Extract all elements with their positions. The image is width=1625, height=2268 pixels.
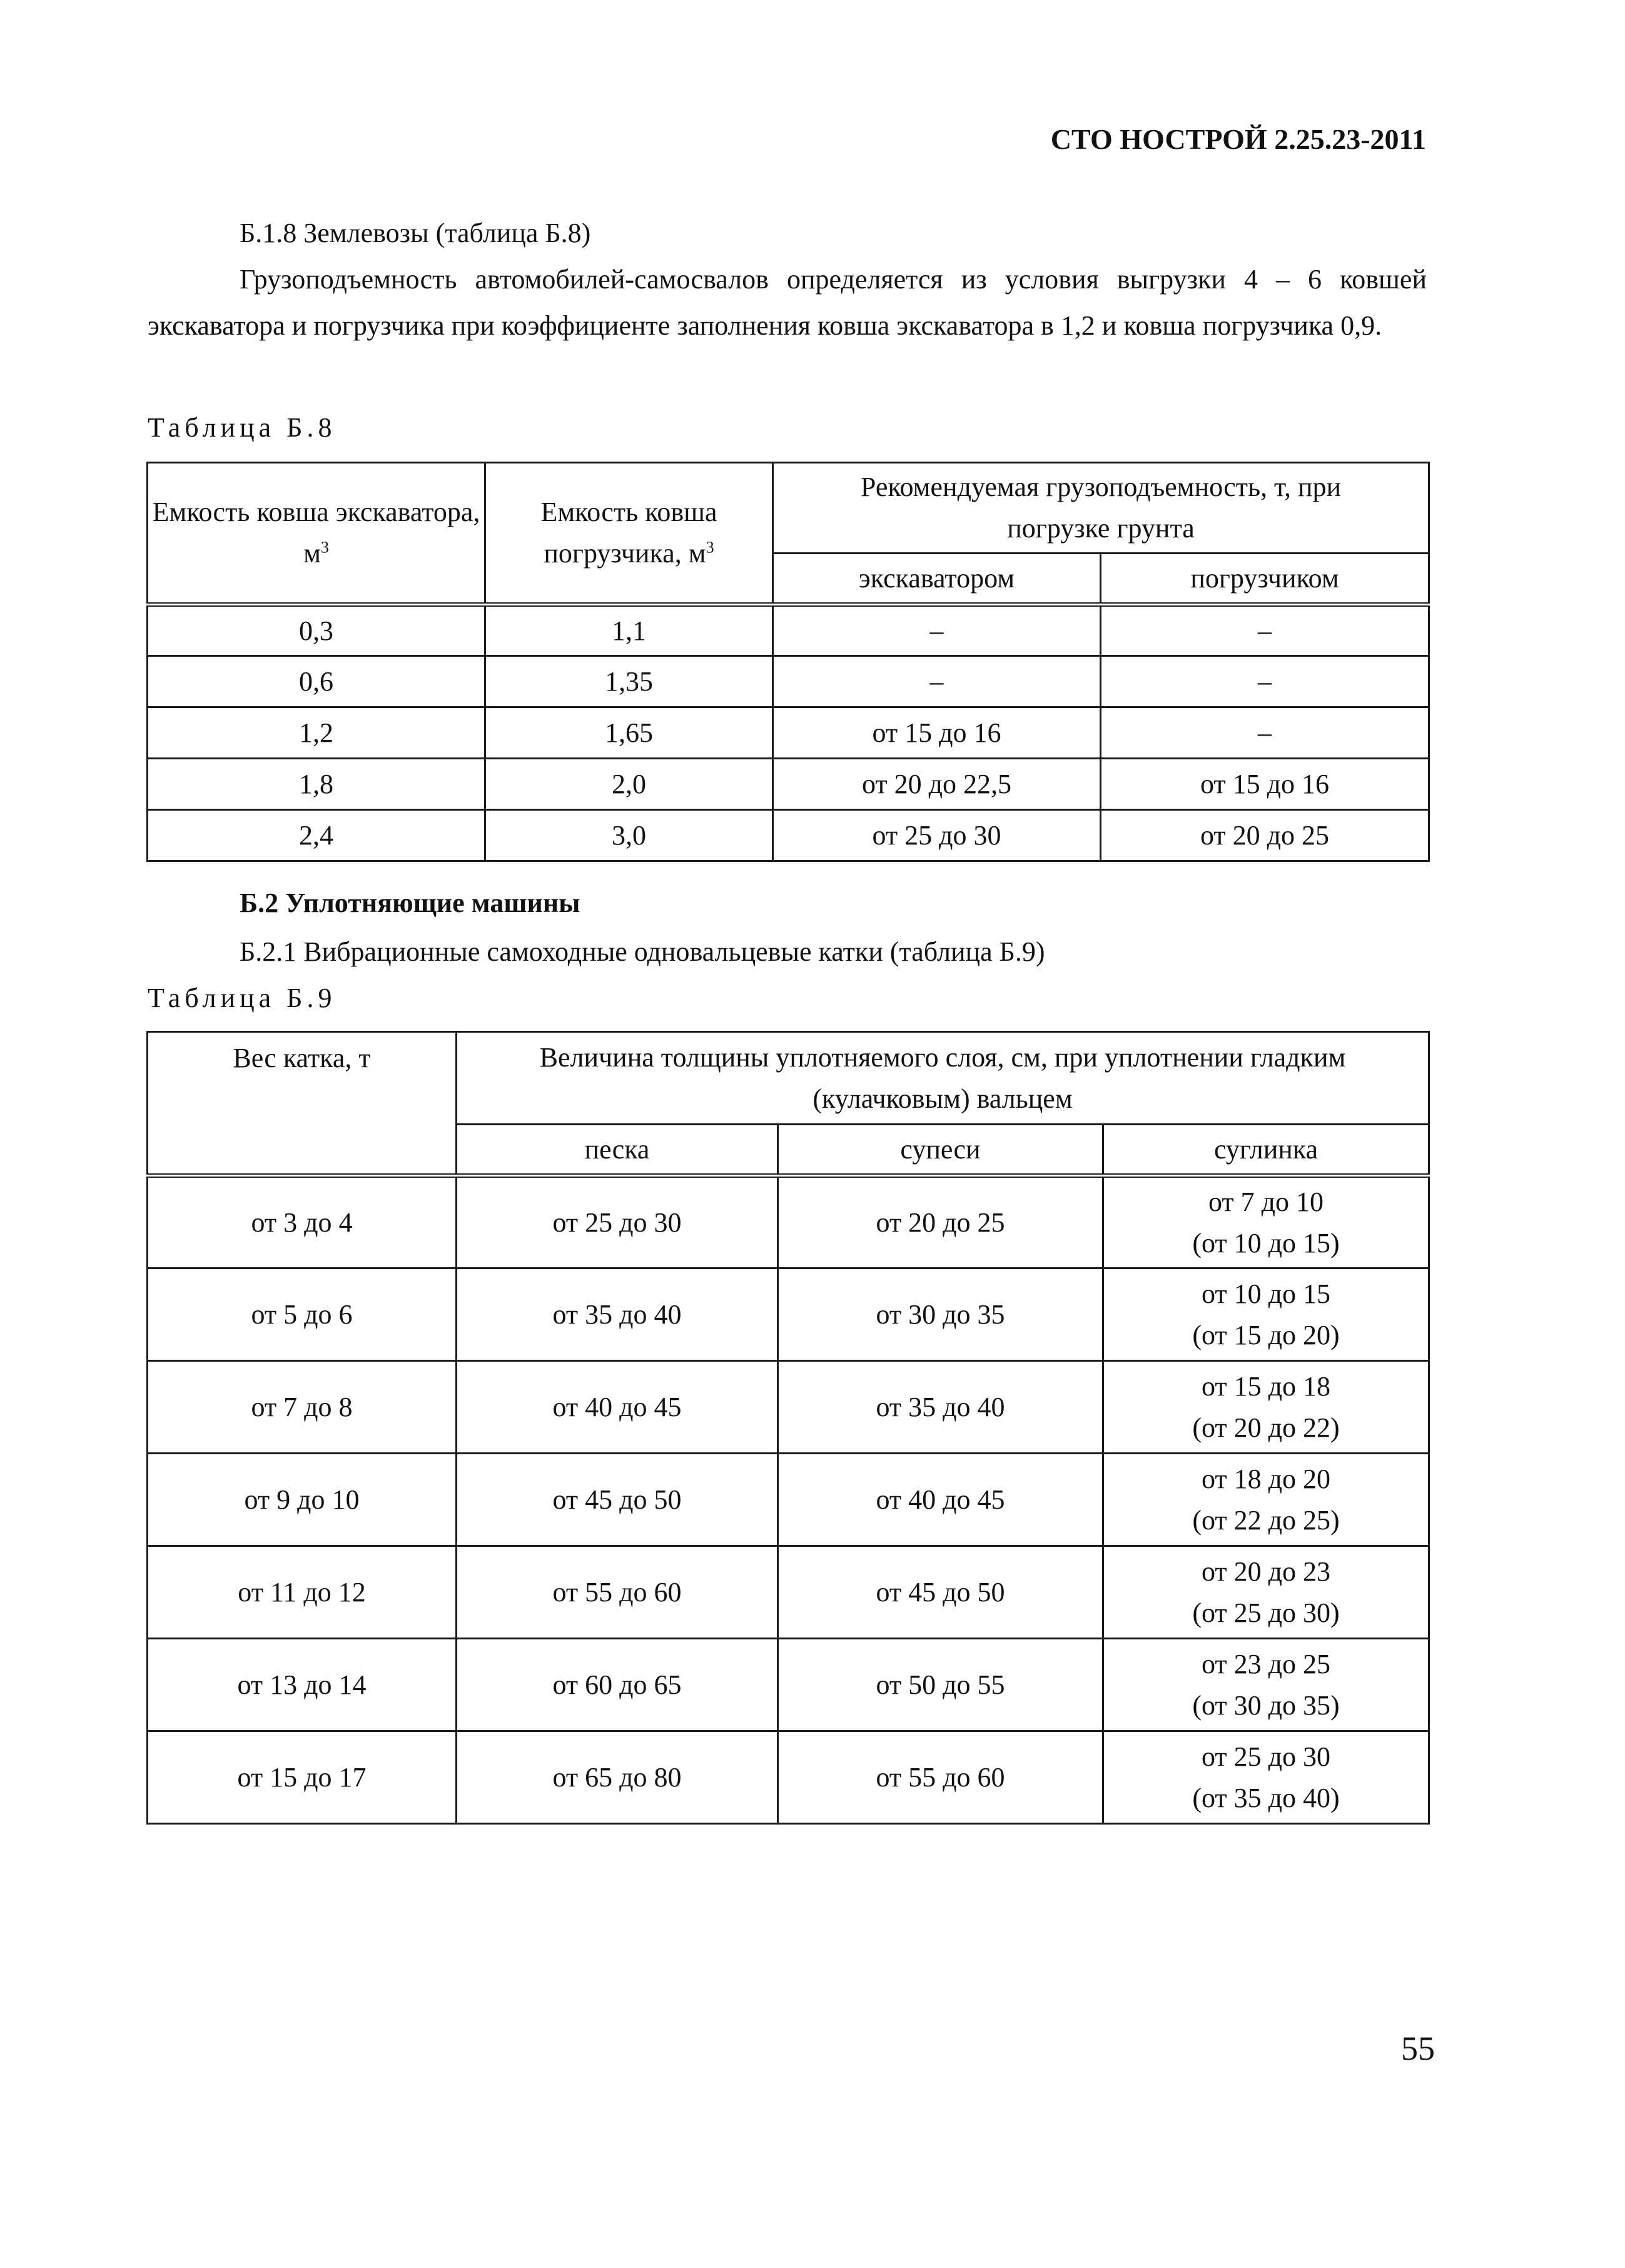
- table-b9-header-layer-thickness: Величина толщины уплотняемого слоя, см, при уплотнении гладким (кулачковым) вальцем: [457, 1032, 1429, 1125]
- table-cell: от 7 до 8: [148, 1361, 457, 1454]
- page-number: 55: [1401, 2030, 1435, 2067]
- table-row: [148, 1361, 1429, 1454]
- table-b8-subheader-loader: погрузчиком: [1101, 554, 1429, 605]
- table-cell: от 25 до 30 (от 35 до 40): [1103, 1731, 1429, 1824]
- table-cell: от 40 до 45: [457, 1361, 778, 1454]
- table-cell: –: [1101, 707, 1429, 759]
- table-cell: от 55 до 60: [778, 1731, 1103, 1824]
- table-cell: от 50 до 55: [778, 1639, 1103, 1731]
- table-cell: от 15 до 17: [148, 1731, 457, 1824]
- table-cell: от 65 до 80: [457, 1731, 778, 1824]
- table-cell: от 20 до 22,5: [773, 759, 1101, 810]
- table-cell: –: [773, 656, 1101, 707]
- table-cell: от 35 до 40: [457, 1268, 778, 1361]
- table-cell: от 25 до 30: [773, 810, 1101, 861]
- table-cell: от 30 до 35: [778, 1268, 1103, 1361]
- table-cell: –: [773, 605, 1101, 656]
- table-b9: [146, 1031, 1430, 1825]
- table-b9-subheader-sandy-loam: супеси: [778, 1125, 1103, 1176]
- document-code-header: СТО НОСТРОЙ 2.25.23-2011: [1050, 123, 1426, 155]
- table-b9-subheader-loam: суглинка: [1103, 1125, 1429, 1176]
- table-row: [148, 1546, 1429, 1639]
- table-cell: от 40 до 45: [778, 1454, 1103, 1546]
- section-subheading-b21: Б.2.1 Вибрационные самоходные одновальцевые катки (таблица Б.9): [240, 936, 1045, 967]
- table-cell: от 20 до 25: [1101, 810, 1429, 861]
- table-row: [148, 1176, 1429, 1268]
- table-b8-label: Таблица Б.8: [148, 412, 337, 443]
- table-b8-header-loader-capacity: Емкость ковша погрузчика, $м^3$: [485, 463, 773, 605]
- table-cell: от 9 до 10: [148, 1454, 457, 1546]
- table-cell: от 55 до 60: [457, 1546, 778, 1639]
- table-cell: от 5 до 6: [148, 1268, 457, 1361]
- table-cell: –: [1101, 605, 1429, 656]
- table-cell: от 20 до 23 (от 25 до 30): [1103, 1546, 1429, 1639]
- table-cell: –: [1101, 656, 1429, 707]
- table-cell: от 7 до 10 (от 10 до 15): [1103, 1176, 1429, 1268]
- table-row: [148, 1454, 1429, 1546]
- table-cell: от 15 до 18 (от 20 до 22): [1103, 1361, 1429, 1454]
- table-cell: от 3 до 4: [148, 1176, 457, 1268]
- section-heading-b18: Б.1.8 Землевозы (таблица Б.8): [240, 218, 591, 248]
- table-cell: от 20 до 25: [778, 1176, 1103, 1268]
- table-b8-subheader-excavator: экскаватором: [773, 554, 1101, 605]
- table-b9-header-roller-weight: Вес катка, т: [148, 1032, 457, 1176]
- table-b8: [146, 462, 1430, 862]
- table-cell: от 10 до 15 (от 15 до 20): [1103, 1268, 1429, 1361]
- section-paragraph-b18: Грузоподъемность автомобилей-самосвалов определяется из условия выгрузки 4 – 6 ковшей экскаватора и погрузчика при коэффициенте заполнения ковша экскаватора в 1,2 и ковша погрузчика 0,9.: [148, 264, 1427, 341]
- table-cell: 1,65: [485, 707, 773, 759]
- table-row: [148, 707, 1429, 759]
- table-cell: от 13 до 14: [148, 1639, 457, 1731]
- table-cell: от 35 до 40: [778, 1361, 1103, 1454]
- table-cell: от 25 до 30: [457, 1176, 778, 1268]
- table-cell: от 45 до 50: [457, 1454, 778, 1546]
- table-b8-header-recommended-capacity: Рекомендуемая грузоподъемность, т, при погрузке грунта: [773, 463, 1429, 554]
- table-row: [148, 1731, 1429, 1824]
- table-cell: от 23 до 25 (от 30 до 35): [1103, 1639, 1429, 1731]
- table-cell: от 60 до 65: [457, 1639, 778, 1731]
- table-row: [148, 605, 1429, 656]
- table-cell: 0,3: [148, 605, 485, 656]
- table-cell: от 11 до 12: [148, 1546, 457, 1639]
- table-b9-label: Таблица Б.9: [148, 983, 337, 1013]
- table-cell: 1,35: [485, 656, 773, 707]
- table-cell: от 15 до 16: [1101, 759, 1429, 810]
- table-row: [148, 810, 1429, 861]
- table-cell: от 45 до 50: [778, 1546, 1103, 1639]
- table-row: [148, 656, 1429, 707]
- table-cell: 1,2: [148, 707, 485, 759]
- table-cell: 0,6: [148, 656, 485, 707]
- table-b9-subheader-sand: песка: [457, 1125, 778, 1176]
- table-cell: от 15 до 16: [773, 707, 1101, 759]
- table-cell: 2,4: [148, 810, 485, 861]
- table-cell: 2,0: [485, 759, 773, 810]
- section-heading-b2: Б.2 Уплотняющие машины: [240, 888, 580, 918]
- table-row: [148, 1268, 1429, 1361]
- table-cell: 3,0: [485, 810, 773, 861]
- table-row: [148, 1639, 1429, 1731]
- table-cell: 1,1: [485, 605, 773, 656]
- table-cell: 1,8: [148, 759, 485, 810]
- table-row: [148, 759, 1429, 810]
- table-b8-header-excavator-capacity: Емкость ковша экскаватора, $м^3$: [148, 463, 485, 605]
- table-cell: от 18 до 20 (от 22 до 25): [1103, 1454, 1429, 1546]
